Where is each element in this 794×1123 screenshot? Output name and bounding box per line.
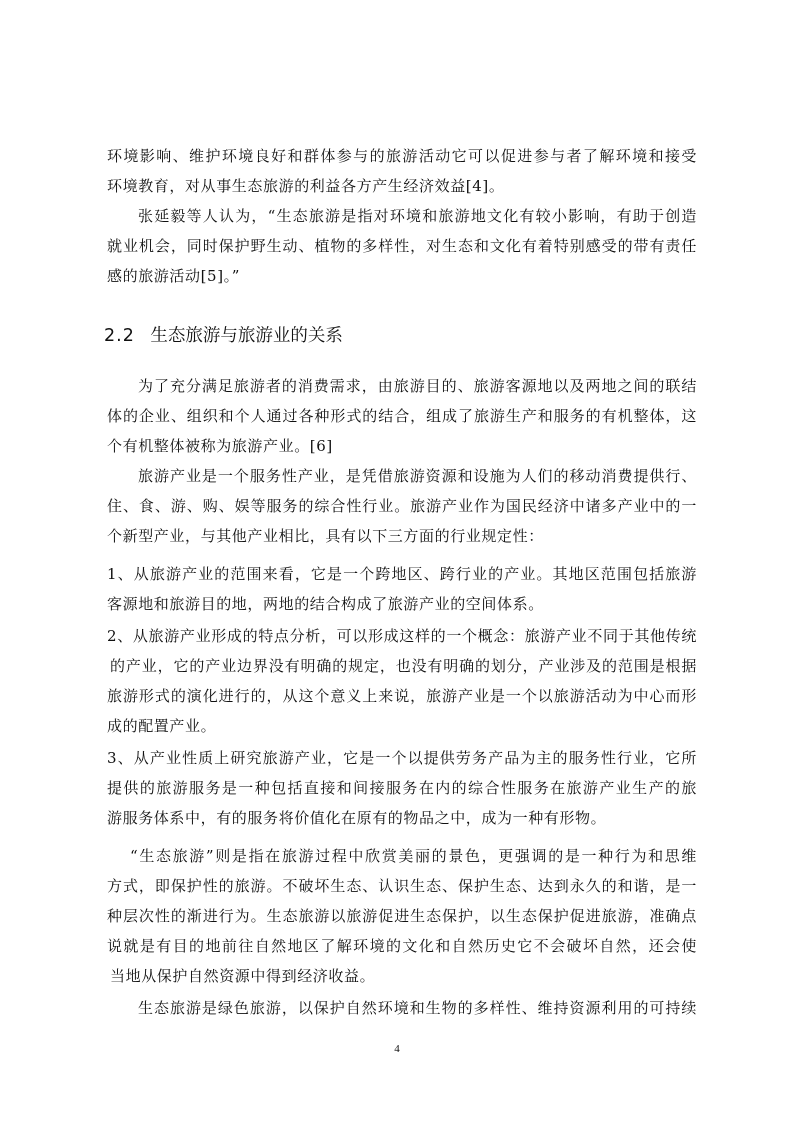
text-line: 说就是有目的地前往自然地区了解环境的文化和自然历史它不会破坏自然，还会使 xyxy=(107,937,697,955)
text-line: 种层次性的渐进行为。生态旅游以旅游促进生态保护，以生态保护促进旅游，准确点 xyxy=(107,907,697,925)
text-line: 个新型产业，与其他产业相比，具有以下三方面的行业规定性： xyxy=(107,527,544,545)
text-line: 的产业，它的产业边界没有明确的规定，也没有明确的划分，产业涉及的范围是根据 xyxy=(110,657,697,675)
text-line: 游服务体系中，有的服务将价值化在原有的物品之中，成为一种有形物。 xyxy=(107,809,607,827)
section-title: 生态旅游与旅游业的关系 xyxy=(150,326,343,346)
text-line: 就业机会，同时保护野生动、植物的多样性，对生态和文化有着特别感受的带有责任 xyxy=(107,237,697,255)
text-line: 环境影响、维护环境良好和群体参与的旅游活动它可以促进参与者了解环境和接受 xyxy=(107,147,697,165)
text-line: 住、食、游、购、娱等服务的综合性行业。旅游产业作为国民经济中诸多产业中的一 xyxy=(107,497,697,515)
text-line: 2、从旅游产业形成的特点分析，可以形成这样的一个概念：旅游产业不同于其他传统 xyxy=(107,627,697,645)
text-line: 为了充分满足旅游者的消费需求，由旅游目的、旅游客源地以及两地之间的联结 xyxy=(138,377,697,395)
text-line: 方式，即保护性的旅游。不破坏生态、认识生态、保护生态、达到永久的和谐，是一 xyxy=(107,877,697,895)
text-line: 感的旅游活动[5]。” xyxy=(107,267,241,285)
text-line: 体的企业、组织和个人通过各种形式的结合，组成了旅游生产和服务的有机整体，这 xyxy=(107,407,697,425)
text-line: 个有机整体被称为旅游产业。[6] xyxy=(107,437,333,455)
text-line: 旅游产业是一个服务性产业，是凭借旅游资源和设施为人们的移动消费提供行、 xyxy=(138,467,697,485)
text-line: “生态旅游”则是指在旅游过程中欣赏美丽的景色，更强调的是一种行为和思维 xyxy=(130,847,697,865)
text-line: 成的配置产业。 xyxy=(107,717,217,735)
text-line: 3、从产业性质上研究旅游产业，它是一个以提供劳务产品为主的服务性行业，它所 xyxy=(107,749,697,767)
section-number: 2.2 xyxy=(104,326,135,346)
page-number: 4 xyxy=(394,1043,400,1055)
text-line: 环境教育，对从事生态旅游的利益各方产生经济效益[4]。 xyxy=(107,177,505,195)
section-heading xyxy=(104,324,343,348)
text-line: 当地从保护自然资源中得到经济收益。 xyxy=(110,967,376,985)
text-line: 旅游形式的演化进行的，从这个意义上来说，旅游产业是一个以旅游活动为中心而形 xyxy=(107,687,697,705)
text-line: 张延毅等人认为，“生态旅游是指对环境和旅游地文化有较小影响，有助于创造 xyxy=(138,207,697,225)
text-line: 生态旅游是绿色旅游，以保护自然环境和生物的多样性、维持资源利用的可持续 xyxy=(138,999,697,1017)
text-line: 提供的旅游服务是一种包括直接和间接服务在内的综合性服务在旅游产业生产的旅 xyxy=(107,779,697,797)
text-line: 1、从旅游产业的范围来看，它是一个跨地区、跨行业的产业。其地区范围包括旅游 xyxy=(107,565,697,583)
text-line: 客源地和旅游目的地，两地的结合构成了旅游产业的空间体系。 xyxy=(107,595,544,613)
